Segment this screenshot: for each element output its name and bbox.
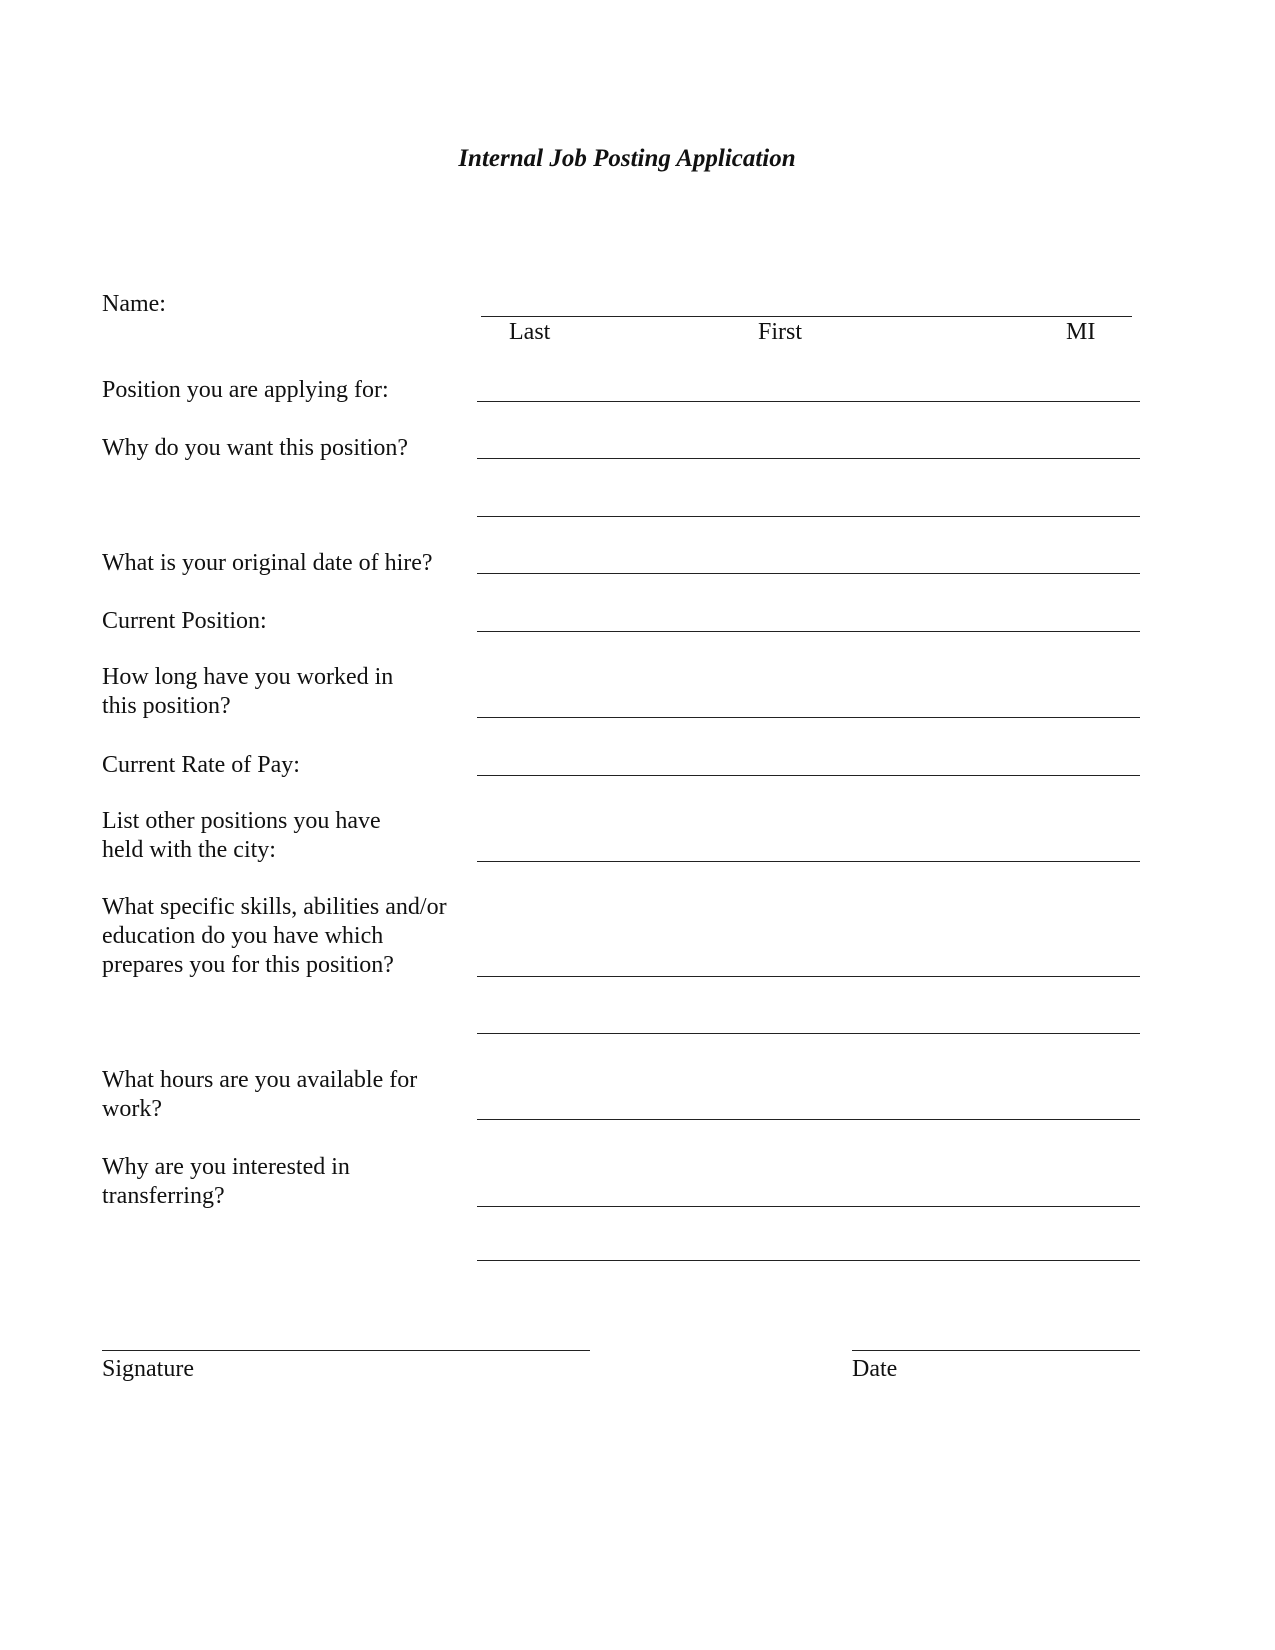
how-long-input-line[interactable] [477,717,1140,718]
hours-label-line-2: work? [102,1096,162,1122]
how-long-label-line-2: this position? [102,693,231,719]
skills-label-line-2: education do you have which [102,923,384,949]
position-applying-label: Position you are applying for: [102,377,389,403]
transfer-label-line-2: transferring? [102,1183,225,1209]
rate-of-pay-label: Current Rate of Pay: [102,752,300,778]
why-position-input-line-2[interactable] [477,516,1140,517]
form-title: Internal Job Posting Application [458,145,796,172]
name-label: Name: [102,291,166,317]
name-mi-caption: MI [1066,319,1096,345]
other-positions-input-line[interactable] [477,861,1140,862]
transfer-label-line-1: Why are you interested in [102,1154,350,1180]
current-position-label: Current Position: [102,608,267,634]
date-of-hire-label: What is your original date of hire? [102,550,433,576]
skills-label-line-1: What specific skills, abilities and/or [102,894,447,920]
signature-input-line[interactable] [102,1350,590,1351]
name-input-line[interactable] [481,316,1132,317]
transfer-input-line-1[interactable] [477,1206,1140,1207]
name-last-caption: Last [509,319,551,345]
date-label: Date [852,1356,898,1382]
name-first-caption: First [758,319,803,345]
current-position-input-line[interactable] [477,631,1140,632]
hours-label-line-1: What hours are you available for [102,1067,418,1093]
position-applying-input-line[interactable] [477,401,1140,402]
hours-input-line[interactable] [477,1119,1140,1120]
skills-label-line-3: prepares you for this position? [102,952,394,978]
skills-input-line-2[interactable] [477,1033,1140,1034]
other-positions-label-line-2: held with the city: [102,837,276,863]
other-positions-label-line-1: List other positions you have [102,808,381,834]
skills-input-line-1[interactable] [477,976,1140,977]
date-of-hire-input-line[interactable] [477,573,1140,574]
rate-of-pay-input-line[interactable] [477,775,1140,776]
transfer-input-line-2[interactable] [477,1260,1140,1261]
date-input-line[interactable] [852,1350,1140,1351]
how-long-label-line-1: How long have you worked in [102,664,394,690]
why-position-input-line-1[interactable] [477,458,1140,459]
why-position-label: Why do you want this position? [102,435,408,461]
signature-label: Signature [102,1356,194,1382]
